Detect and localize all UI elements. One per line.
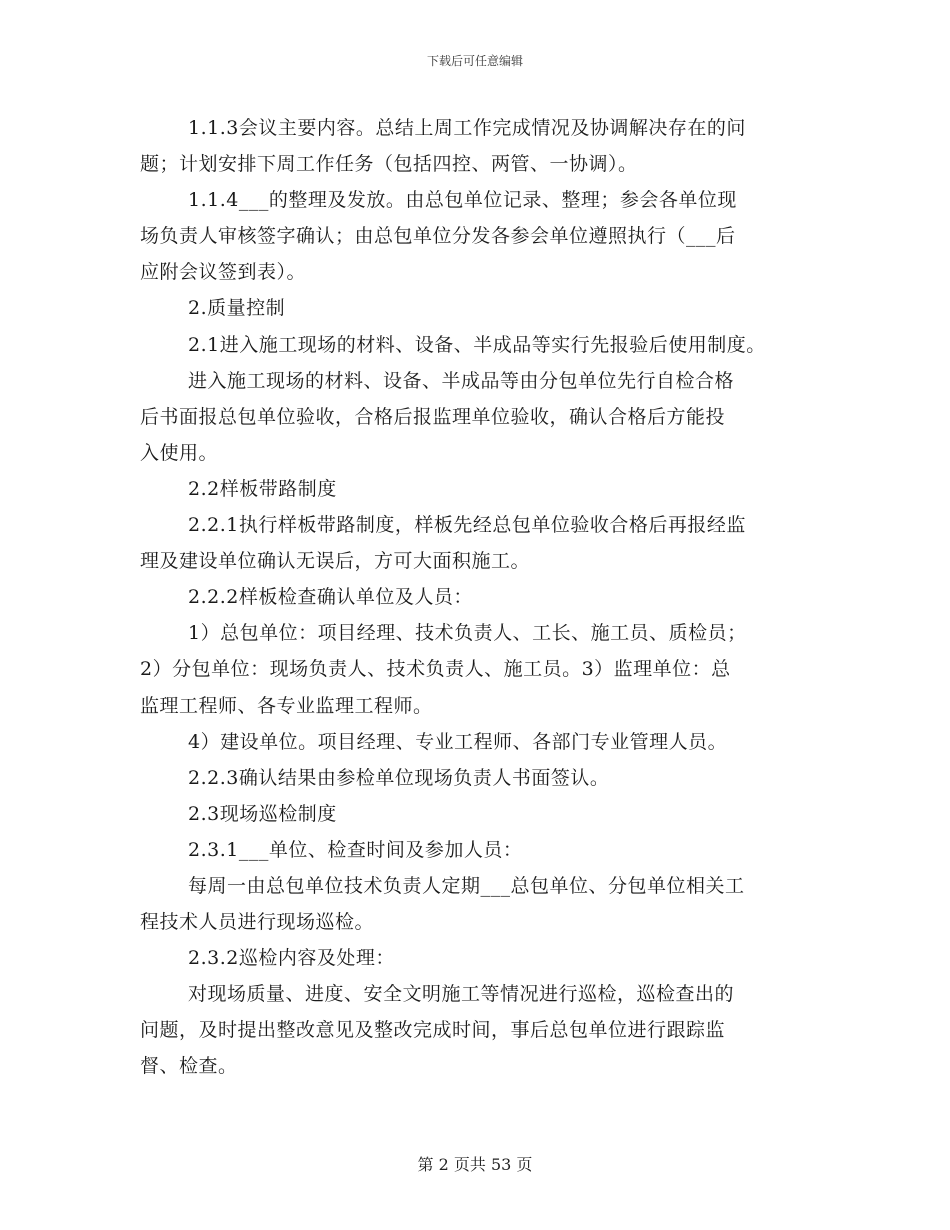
page-number: 第 2 页共 53 页 <box>417 1155 533 1174</box>
text-line: 2.2.3确认结果由参检单位现场负责人书面签认。 <box>188 766 610 789</box>
text-line: 对现场质量、进度、安全文明施工等情况进行巡检，巡检查出的 <box>188 983 735 1006</box>
text-line: 问题，及时提出整改意见及整改完成时间，事后总包单位进行跟踪监 <box>140 1019 726 1042</box>
section-heading: 2.3现场巡检制度 <box>188 802 337 825</box>
text-line: 后书面报总包单位验收，合格后报监理单位验收，确认合格后方能投 <box>140 405 726 428</box>
text-line: 理及建设单位确认无误后，方可大面积施工。 <box>140 550 531 573</box>
text-line: 2.2.2样板检查确认单位及人员： <box>188 586 473 609</box>
section-heading: 2.质量控制 <box>188 297 286 320</box>
text-line: 进入施工现场的材料、设备、半成品等由分包单位先行自检合格 <box>188 369 735 392</box>
section-heading: 2.2样板带路制度 <box>188 477 337 500</box>
text-line: 2.3.1___单位、检查时间及参加人员： <box>188 838 523 861</box>
text-line: 每周一由总包单位技术负责人定期___总包单位、分包单位相关工 <box>188 874 745 897</box>
document-body <box>140 110 820 1085</box>
text-line: 1.1.3会议主要内容。总结上周工作完成情况及协调解决存在的问 <box>188 117 746 139</box>
text-line: 应附会议签到表）。 <box>140 261 307 284</box>
text-line: 场负责人审核签字确认；由总包单位分发各参会单位遵照执行（___后 <box>140 225 736 248</box>
text-line: 督、检查。 <box>140 1055 238 1078</box>
text-line: 程技术人员进行现场巡检。 <box>140 911 375 934</box>
text-line: 4）建设单位。项目经理、专业工程师、各部门专业管理人员。 <box>188 730 728 753</box>
text-line: 入使用。 <box>140 441 219 464</box>
text-line: 监理工程师、各专业监理工程师。 <box>140 694 433 717</box>
text-line: 2.1进入施工现场的材料、设备、半成品等实行先报验后使用制度。 <box>188 333 766 356</box>
text-line: 1）总包单位：项目经理、技术负责人、工长、施工员、质检员； <box>188 622 747 645</box>
text-line: 1.1.4___的整理及发放。由总包单位记录、整理；参会各单位现 <box>188 189 737 212</box>
text-line: 2）分包单位：现场负责人、技术负责人、施工员。3）监理单位：总 <box>140 658 731 681</box>
text-line: 2.2.1执行样板带路制度，样板先经总包单位验收合格后再报经监 <box>188 514 746 537</box>
text-line: 2.3.2巡检内容及处理： <box>188 947 395 970</box>
page-header: 下载后可任意编辑 <box>426 54 523 68</box>
text-line: 题；计划安排下周工作任务（包括四控、两管、一协调）。 <box>140 153 638 176</box>
